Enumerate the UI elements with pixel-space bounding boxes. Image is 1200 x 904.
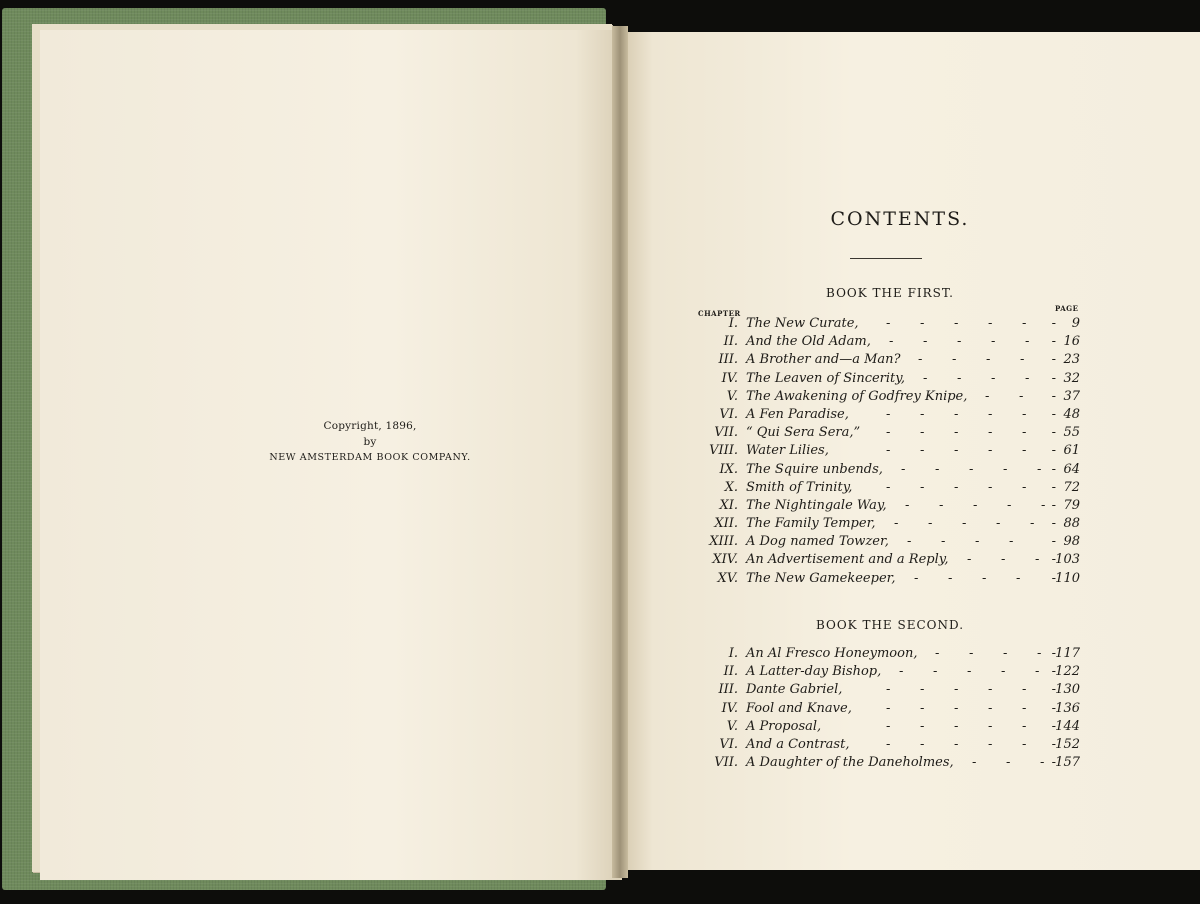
chapter-page: 110 xyxy=(1055,570,1080,586)
chapter-number: XIII. xyxy=(709,534,738,550)
by-line: by xyxy=(363,436,377,448)
leader-dash: - xyxy=(1037,461,1042,477)
leader-dash: - xyxy=(973,497,978,513)
leader-dash: - xyxy=(1022,479,1027,495)
chapter-number: I. xyxy=(728,646,738,661)
chapter-page: 136 xyxy=(1055,700,1080,716)
chapter-title: The New Gamekeeper, xyxy=(746,570,896,586)
chapter-page: 98 xyxy=(1063,534,1080,550)
leader-dash: - xyxy=(905,497,910,513)
copyright-block xyxy=(240,418,500,466)
leader-dash: - xyxy=(1022,443,1027,459)
leader-dash: - xyxy=(920,443,925,459)
chapter-title: The Leaven of Sincerity, xyxy=(746,370,906,386)
book-heading: BOOK THE SECOND. xyxy=(815,618,965,632)
chapter-number: II. xyxy=(723,334,738,350)
chapter-number: I. xyxy=(728,316,738,331)
leader-dash: - xyxy=(1051,552,1056,568)
leader-dash: - xyxy=(920,406,925,422)
leader-dash: - xyxy=(920,425,925,441)
leader-dash: - xyxy=(948,570,953,586)
chapter-page: 37 xyxy=(1063,388,1080,404)
chapter-page: 32 xyxy=(1063,370,1080,386)
leader-dash: - xyxy=(954,479,959,495)
leader-dash: - xyxy=(954,718,959,734)
leader-dash: - xyxy=(969,646,974,661)
leader-dash: - xyxy=(1003,646,1008,661)
toc-row xyxy=(690,516,1090,534)
leader-dash: - xyxy=(1030,516,1035,532)
toc-row xyxy=(690,371,1090,389)
chapter-title: A Latter-day Bishop, xyxy=(746,664,882,680)
toc-row xyxy=(690,480,1090,498)
chapter-column-label: CHAPTER xyxy=(698,309,741,318)
chapter-number: XII. xyxy=(714,516,738,532)
leader-dash: - xyxy=(967,552,972,568)
leader-dash: - xyxy=(1051,388,1056,404)
leader-dash: - xyxy=(1001,552,1006,568)
toc-row xyxy=(690,443,1090,461)
leader-dash: - xyxy=(1022,736,1027,752)
leader-dash: - xyxy=(920,316,925,331)
leader-dash: - xyxy=(914,570,919,586)
leader-dash: - xyxy=(1007,497,1012,513)
chapter-number: X. xyxy=(724,479,738,495)
leader-dash: - xyxy=(988,316,993,331)
leader-dash: - xyxy=(920,700,925,716)
leader-dash: - xyxy=(954,406,959,422)
chapter-page: 61 xyxy=(1063,443,1080,459)
leader-dash: - xyxy=(886,316,891,331)
chapter-page: 79 xyxy=(1063,497,1080,513)
leader-dash: - xyxy=(962,516,967,532)
leader-dash: - xyxy=(954,736,959,752)
chapter-number: VII. xyxy=(714,755,738,771)
chapter-number: VIII. xyxy=(709,443,738,459)
chapter-title: A Brother and—a Man? xyxy=(746,352,901,368)
leader-dash: - xyxy=(923,370,928,386)
toc-row xyxy=(690,352,1090,370)
leader-dash: - xyxy=(954,700,959,716)
leader-dash: - xyxy=(986,352,991,368)
leader-dash: - xyxy=(1009,534,1014,550)
page-column-label: PAGE xyxy=(1055,304,1079,313)
copyright-line: Copyright, 1896, xyxy=(323,420,417,432)
chapter-page: 152 xyxy=(1055,736,1080,752)
leader-dash: - xyxy=(1051,316,1056,331)
leader-dash: - xyxy=(920,718,925,734)
leader-dash: - xyxy=(1051,736,1056,752)
leader-dash: - xyxy=(1025,334,1030,350)
leader-dash: - xyxy=(901,461,906,477)
leader-dash: - xyxy=(1051,755,1056,771)
chapter-title: And the Old Adam, xyxy=(746,334,871,350)
leader-dash: - xyxy=(1035,664,1040,680)
leader-dash: - xyxy=(1016,570,1021,586)
leader-dash: - xyxy=(1051,334,1056,350)
leader-dash: - xyxy=(988,718,993,734)
chapter-title: The Nightingale Way, xyxy=(746,497,887,513)
chapter-title: Dante Gabriel, xyxy=(746,682,843,698)
chapter-number: III. xyxy=(718,352,738,368)
leader-dash: - xyxy=(957,370,962,386)
chapter-title: The Squire unbends, xyxy=(746,461,883,477)
toc-row xyxy=(690,737,1090,755)
chapter-title: And a Contrast, xyxy=(746,736,850,752)
leader-dash: - xyxy=(923,334,928,350)
leader-dash: - xyxy=(1051,646,1056,661)
leader-dash: - xyxy=(1003,461,1008,477)
leader-dash: - xyxy=(886,479,891,495)
leader-dash: - xyxy=(1001,664,1006,680)
leader-dash: - xyxy=(988,443,993,459)
chapter-title: A Fen Paradise, xyxy=(746,406,849,422)
leader-dash: - xyxy=(1040,755,1045,771)
book-gutter xyxy=(612,26,628,878)
leader-dash: - xyxy=(988,479,993,495)
leader-dash: - xyxy=(907,534,912,550)
toc-row xyxy=(690,664,1090,682)
leader-dash: - xyxy=(1051,682,1056,698)
leader-dash: - xyxy=(1051,425,1056,441)
leader-dash: - xyxy=(935,646,940,661)
leader-dash: - xyxy=(988,700,993,716)
leader-dash: - xyxy=(985,388,990,404)
leader-dash: - xyxy=(957,334,962,350)
chapter-page: 103 xyxy=(1055,552,1080,568)
leader-dash: - xyxy=(988,682,993,698)
leader-dash: - xyxy=(1022,718,1027,734)
toc-row xyxy=(690,462,1090,480)
chapter-title: The Awakening of Godfrey Knipe, xyxy=(746,388,968,404)
chapter-title: Fool and Knave, xyxy=(746,700,852,716)
chapter-page: 64 xyxy=(1063,461,1080,477)
toc-row xyxy=(690,755,1090,773)
leader-dash: - xyxy=(954,316,959,331)
chapter-page: 117 xyxy=(1055,646,1080,661)
leader-dash: - xyxy=(988,406,993,422)
leader-dash: - xyxy=(886,682,891,698)
chapter-page: 144 xyxy=(1055,718,1080,734)
leader-dash: - xyxy=(991,370,996,386)
leader-dash: - xyxy=(886,718,891,734)
leader-dash: - xyxy=(1051,370,1056,386)
chapter-title: A Daughter of the Daneholmes, xyxy=(746,755,954,771)
leader-dash: - xyxy=(1020,352,1025,368)
leader-dash: - xyxy=(941,534,946,550)
leader-dash: - xyxy=(886,443,891,459)
leader-dash: - xyxy=(1022,700,1027,716)
leader-dash: - xyxy=(935,461,940,477)
chapter-number: II. xyxy=(723,664,738,680)
toc-row xyxy=(690,701,1090,719)
toc-list xyxy=(690,316,1090,589)
toc-row xyxy=(690,389,1090,407)
chapter-title: Smith of Trinity, xyxy=(746,479,853,495)
leader-dash: - xyxy=(967,664,972,680)
toc-list xyxy=(690,646,1090,773)
leader-dash: - xyxy=(1022,316,1027,331)
leader-dash: - xyxy=(952,352,957,368)
leader-dash: - xyxy=(1051,664,1056,680)
toc-row xyxy=(690,498,1090,516)
leader-dash: - xyxy=(894,516,899,532)
chapter-number: XIV. xyxy=(712,552,738,568)
leader-dash: - xyxy=(886,406,891,422)
chapter-number: V. xyxy=(726,388,738,404)
leader-dash: - xyxy=(954,425,959,441)
chapter-number: XV. xyxy=(717,570,738,586)
leader-dash: - xyxy=(920,682,925,698)
chapter-page: 9 xyxy=(1071,316,1080,331)
book-heading: BOOK THE FIRST. xyxy=(826,286,954,300)
chapter-page: 72 xyxy=(1063,479,1080,495)
leader-dash: - xyxy=(996,516,1001,532)
leader-dash: - xyxy=(899,664,904,680)
leader-dash: - xyxy=(1051,534,1056,550)
leader-dash: - xyxy=(1051,700,1056,716)
leader-dash: - xyxy=(1051,570,1056,586)
chapter-page: 16 xyxy=(1063,334,1080,350)
chapter-number: XI. xyxy=(719,497,738,513)
chapter-number: III. xyxy=(718,682,738,698)
chapter-title: The Family Temper, xyxy=(746,516,876,532)
leader-dash: - xyxy=(988,425,993,441)
chapter-page: 48 xyxy=(1063,406,1080,422)
leader-dash: - xyxy=(1006,755,1011,771)
leader-dash: - xyxy=(1051,718,1056,734)
publisher-name: NEW AMSTERDAM BOOK COMPANY. xyxy=(269,452,471,463)
leader-dash: - xyxy=(1051,461,1056,477)
leader-dash: - xyxy=(1022,682,1027,698)
leader-dash: - xyxy=(954,443,959,459)
leader-dash: - xyxy=(1035,552,1040,568)
toc-row xyxy=(690,719,1090,737)
leader-dash: - xyxy=(1041,497,1046,513)
toc-row xyxy=(690,534,1090,552)
toc-row xyxy=(690,425,1090,443)
contents-title: CONTENTS. xyxy=(830,208,970,230)
leader-dash: - xyxy=(975,534,980,550)
chapter-number: V. xyxy=(726,718,738,734)
toc-row xyxy=(690,407,1090,425)
leader-dash: - xyxy=(1025,370,1030,386)
chapter-title: “ Qui Sera Sera,” xyxy=(746,425,861,441)
leader-dash: - xyxy=(1019,388,1024,404)
leader-dash: - xyxy=(972,755,977,771)
chapter-page: 157 xyxy=(1055,755,1080,771)
leader-dash: - xyxy=(920,736,925,752)
toc-row xyxy=(690,571,1090,589)
chapter-title: An Al Fresco Honeymoon, xyxy=(746,646,918,661)
chapter-number: VI. xyxy=(719,406,738,422)
toc-row xyxy=(690,682,1090,700)
chapter-number: VI. xyxy=(719,736,738,752)
leader-dash: - xyxy=(982,570,987,586)
leader-dash: - xyxy=(969,461,974,477)
leader-dash: - xyxy=(991,334,996,350)
chapter-page: 130 xyxy=(1055,682,1080,698)
chapter-page: 23 xyxy=(1063,352,1080,368)
chapter-title: A Dog named Towzer, xyxy=(746,534,889,550)
leader-dash: - xyxy=(1051,406,1056,422)
leader-dash: - xyxy=(933,664,938,680)
toc-row xyxy=(690,316,1090,334)
leader-dash: - xyxy=(1022,425,1027,441)
leader-dash: - xyxy=(954,682,959,698)
leader-dash: - xyxy=(918,352,923,368)
leader-dash: - xyxy=(1051,443,1056,459)
leader-dash: - xyxy=(889,334,894,350)
chapter-title: The New Curate, xyxy=(746,316,859,331)
chapter-number: IX. xyxy=(719,461,738,477)
leader-dash: - xyxy=(939,497,944,513)
toc-row xyxy=(690,646,1090,664)
title-rule xyxy=(850,258,922,259)
leader-dash: - xyxy=(928,516,933,532)
chapter-page: 55 xyxy=(1063,425,1080,441)
chapter-title: An Advertisement and a Reply, xyxy=(746,552,949,568)
chapter-page: 88 xyxy=(1063,516,1080,532)
chapter-title: Water Lilies, xyxy=(746,443,829,459)
chapter-number: IV. xyxy=(721,700,738,716)
leader-dash: - xyxy=(886,425,891,441)
leader-dash: - xyxy=(1037,646,1042,661)
chapter-title: A Proposal, xyxy=(746,718,822,734)
toc-row xyxy=(690,334,1090,352)
leader-dash: - xyxy=(1051,516,1056,532)
leader-dash: - xyxy=(886,736,891,752)
chapter-number: IV. xyxy=(721,370,738,386)
leader-dash: - xyxy=(1051,497,1056,513)
toc-row xyxy=(690,552,1090,570)
leader-dash: - xyxy=(988,736,993,752)
leader-dash: - xyxy=(1051,479,1056,495)
leader-dash: - xyxy=(920,479,925,495)
chapter-page: 122 xyxy=(1055,664,1080,680)
leader-dash: - xyxy=(886,700,891,716)
leader-dash: - xyxy=(1022,406,1027,422)
leader-dash: - xyxy=(1051,352,1056,368)
chapter-number: VII. xyxy=(714,425,738,441)
